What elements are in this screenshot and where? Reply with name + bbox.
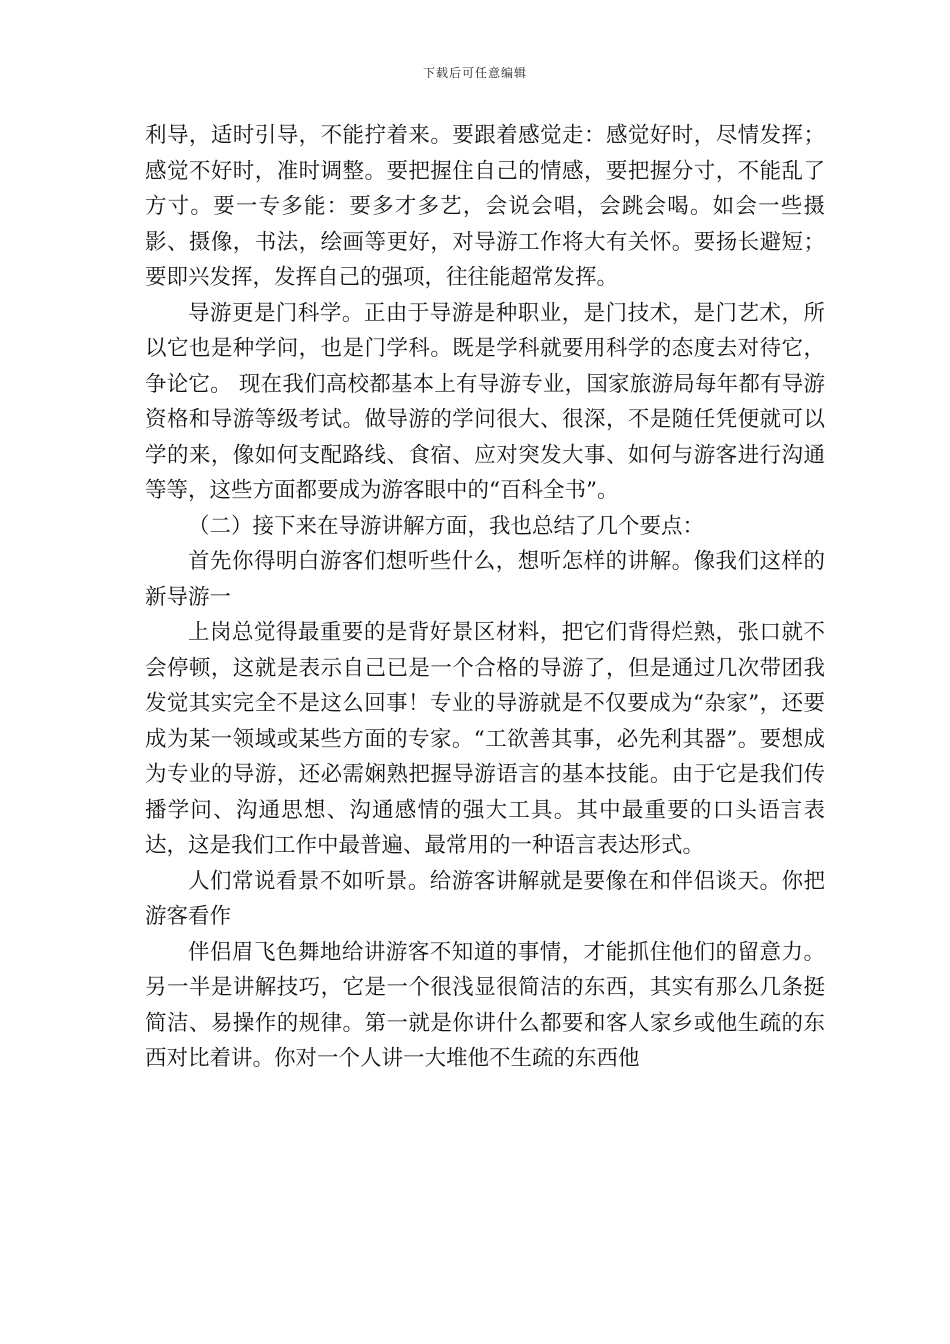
paragraph-7: 伴侣眉飞色舞地给讲游客不知道的事情，才能抓住他们的留意力。另一半是讲解技巧，它是一个很浅显很简洁的东西，其实有那么几条挺简洁、易操作的规律。第一就是你讲什么都要和客人家乡或他生疏的东西对比着讲。你对一个人讲一大堆他不生疏的东西他 [145,939,825,1071]
paragraph-1: 利导，适时引导，不能拧着来。要跟着感觉走：感觉好时，尽情发挥；感觉不好时，准时调整。要把握住自己的情感，要把握分寸，不能乱了方寸。要一专多能：要多才多艺，会说会唱，会跳会喝。如会一些摄影、摄像，书法，绘画等更好，对导游工作将大有关怀。要扬长避短；要即兴发挥，发挥自己的强项，往往能超常发挥。 [145,123,825,290]
page-header: 下载后可任意编辑 [422,66,527,80]
paragraph-6: 人们常说看景不如听景。给游客讲解就是要像在和伴侣谈天。你把游客看作 [145,868,825,929]
document-body [145,118,825,1077]
paragraph-5: 上岗总觉得最重要的是背好景区材料，把它们背得烂熟，张口就不会停顿，这就是表示自己已是一个合格的导游了，但是通过几次带团我发觉其实完全不是这么回事！专业的导游就是不仅要成为“杂家”，还要成为某一领域或某些方面的专家。“工欲善其事，必先利其器”。要想成为专业的导游，还必需娴熟把握导游语言的基本技能。由于它是我们传播学问、沟通思想、沟通感情的强大工具。其中最重要的口头语言表达，这是我们工作中最普遍、最常用的一种语言表达形式。 [145,620,825,858]
paragraph-2: 导游更是门科学。正由于导游是种职业，是门技术，是门艺术，所以它也是种学问，也是门学科。既是学科就要用科学的态度去对待它，争论它。 现在我们高校都基本上有导游专业，国家旅游局每年都有导游资格和导游等级考试。做导游的学问很大、很深，不是随任凭便就可以学的来，像如何支配路线、食宿、应对突发大事、如何与游客进行沟通等等，这些方面都要成为游客眼中的“百科全书”。 [145,300,825,503]
paragraph-3: （二）接下来在导游讲解方面，我也总结了几个要点： [188,513,705,539]
paragraph-4: 首先你得明白游客们想听些什么，想听怎样的讲解。像我们这样的新导游一 [145,549,825,610]
